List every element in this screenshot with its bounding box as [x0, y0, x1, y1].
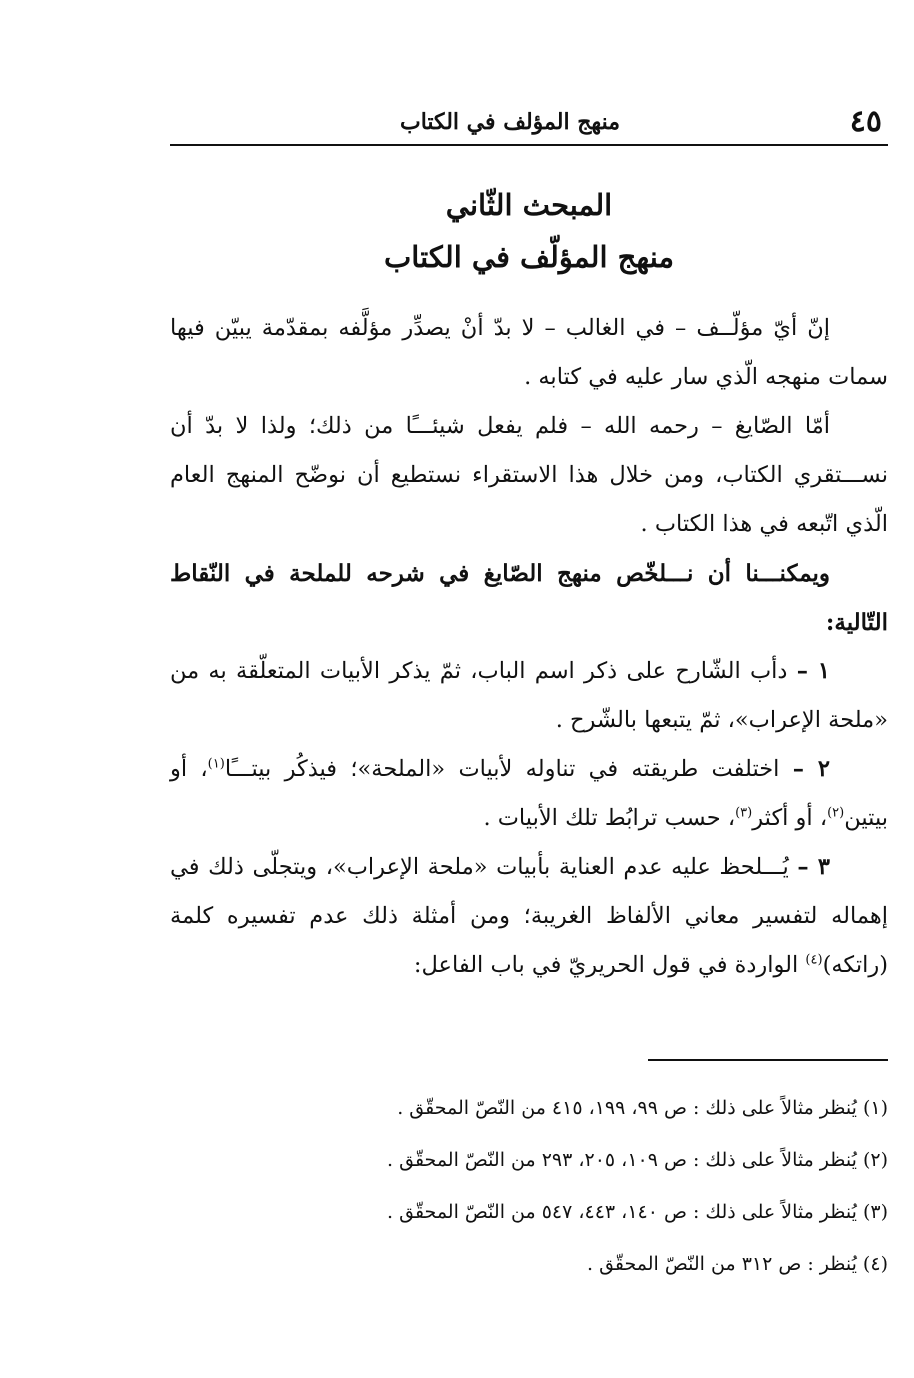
point-3-text-b: الواردة في قول الحريريّ في باب الفاعل:: [413, 952, 806, 978]
body-text: [170, 304, 888, 990]
section-title: منهج المؤلّف في الكتاب: [384, 240, 674, 274]
point-2: [170, 745, 888, 843]
footnote-ref-1[interactable]: (١): [207, 756, 225, 772]
summary-paragraph: ويمكنـــنا أن نـــلخّص منهج الصّايغ في شرحه للملحة في النّقاط التّالية:: [170, 560, 888, 636]
sayegh-paragraph: أمّا الصّايغ – رحمه الله – فلم يفعل شيئـــًا من ذلك؛ ولذا لا بدّ أن نســـتقري الكتاب، ومن خلال هذا الاستقراء نستطيع أن نوضّح المنهج العام الّذي اتّبعه في هذا الكتاب .: [170, 413, 888, 537]
point-2-number: ٢ –: [792, 756, 831, 782]
point-2-text-a: اختلفت طريقته في تناوله لأبيات «الملحة»؛ فيذكُر بيتـــًا: [224, 756, 780, 782]
intro-paragraph: إنّ أيّ مؤلّــف – في الغالب – لا بدّ أنْ يصدِّر مؤلَّفه بمقدّمة يبيّن فيها سمات منهجه الّذي سار عليه في كتابه .: [170, 315, 888, 390]
section-label: المبحث الثّاني: [445, 188, 613, 222]
point-2-text-b: ، أو بيتين: [170, 756, 888, 831]
footnote-2: (٢) يُنظر مثالاً على ذلك : ص ١٠٩، ٢٠٥، ٢٩٣ من النّصّ المحقّق .: [387, 1149, 888, 1171]
point-1-number: ١ –: [796, 658, 830, 684]
point-2-text-d: ، حسب ترابُط تلك الأبيات .: [483, 805, 736, 831]
footnote-1: (١) يُنظر مثالاً على ذلك : ص ٩٩، ١٩٩، ٤١٥ من النّصّ المحقّق .: [397, 1097, 888, 1119]
point-2-text-c: ، أو أكثر: [752, 805, 828, 831]
footnote-divider: [648, 1059, 888, 1061]
footnote-3: (٣) يُنظر مثالاً على ذلك : ص ١٤٠، ٤٤٣، ٥٤٧ من النّصّ المحقّق .: [387, 1201, 888, 1223]
page-number: ٤٥: [849, 104, 882, 139]
point-3-number: ٣ –: [797, 854, 830, 880]
point-1-text: دأب الشّارح على ذكر اسم الباب، ثمّ يذكر الأبيات المتعلّقة به من «ملحة الإعراب»، ثمّ يتبعها بالشّرح .: [170, 658, 888, 733]
point-3-text-a: يُـــلحظ عليه عدم العناية بأبيات «ملحة الإعراب»، ويتجلّى ذلك في إهماله لتفسير معاني الألفاظ الغريبة؛ ومن أمثلة ذلك عدم تفسيره كلمة (راتكه): [170, 854, 888, 978]
point-1: [170, 647, 888, 745]
footnote-ref-3[interactable]: (٣): [735, 805, 753, 821]
running-title: منهج المؤلف في الكتاب: [400, 109, 620, 135]
footnotes: [170, 1082, 888, 1290]
footnote-ref-4[interactable]: (٤): [805, 952, 823, 968]
running-header: [170, 100, 888, 146]
point-3: [170, 843, 888, 990]
footnote-ref-2[interactable]: (٢): [827, 805, 845, 821]
footnote-4: (٤) يُنظر : ص ٣١٢ من النّصّ المحقّق .: [586, 1253, 888, 1275]
